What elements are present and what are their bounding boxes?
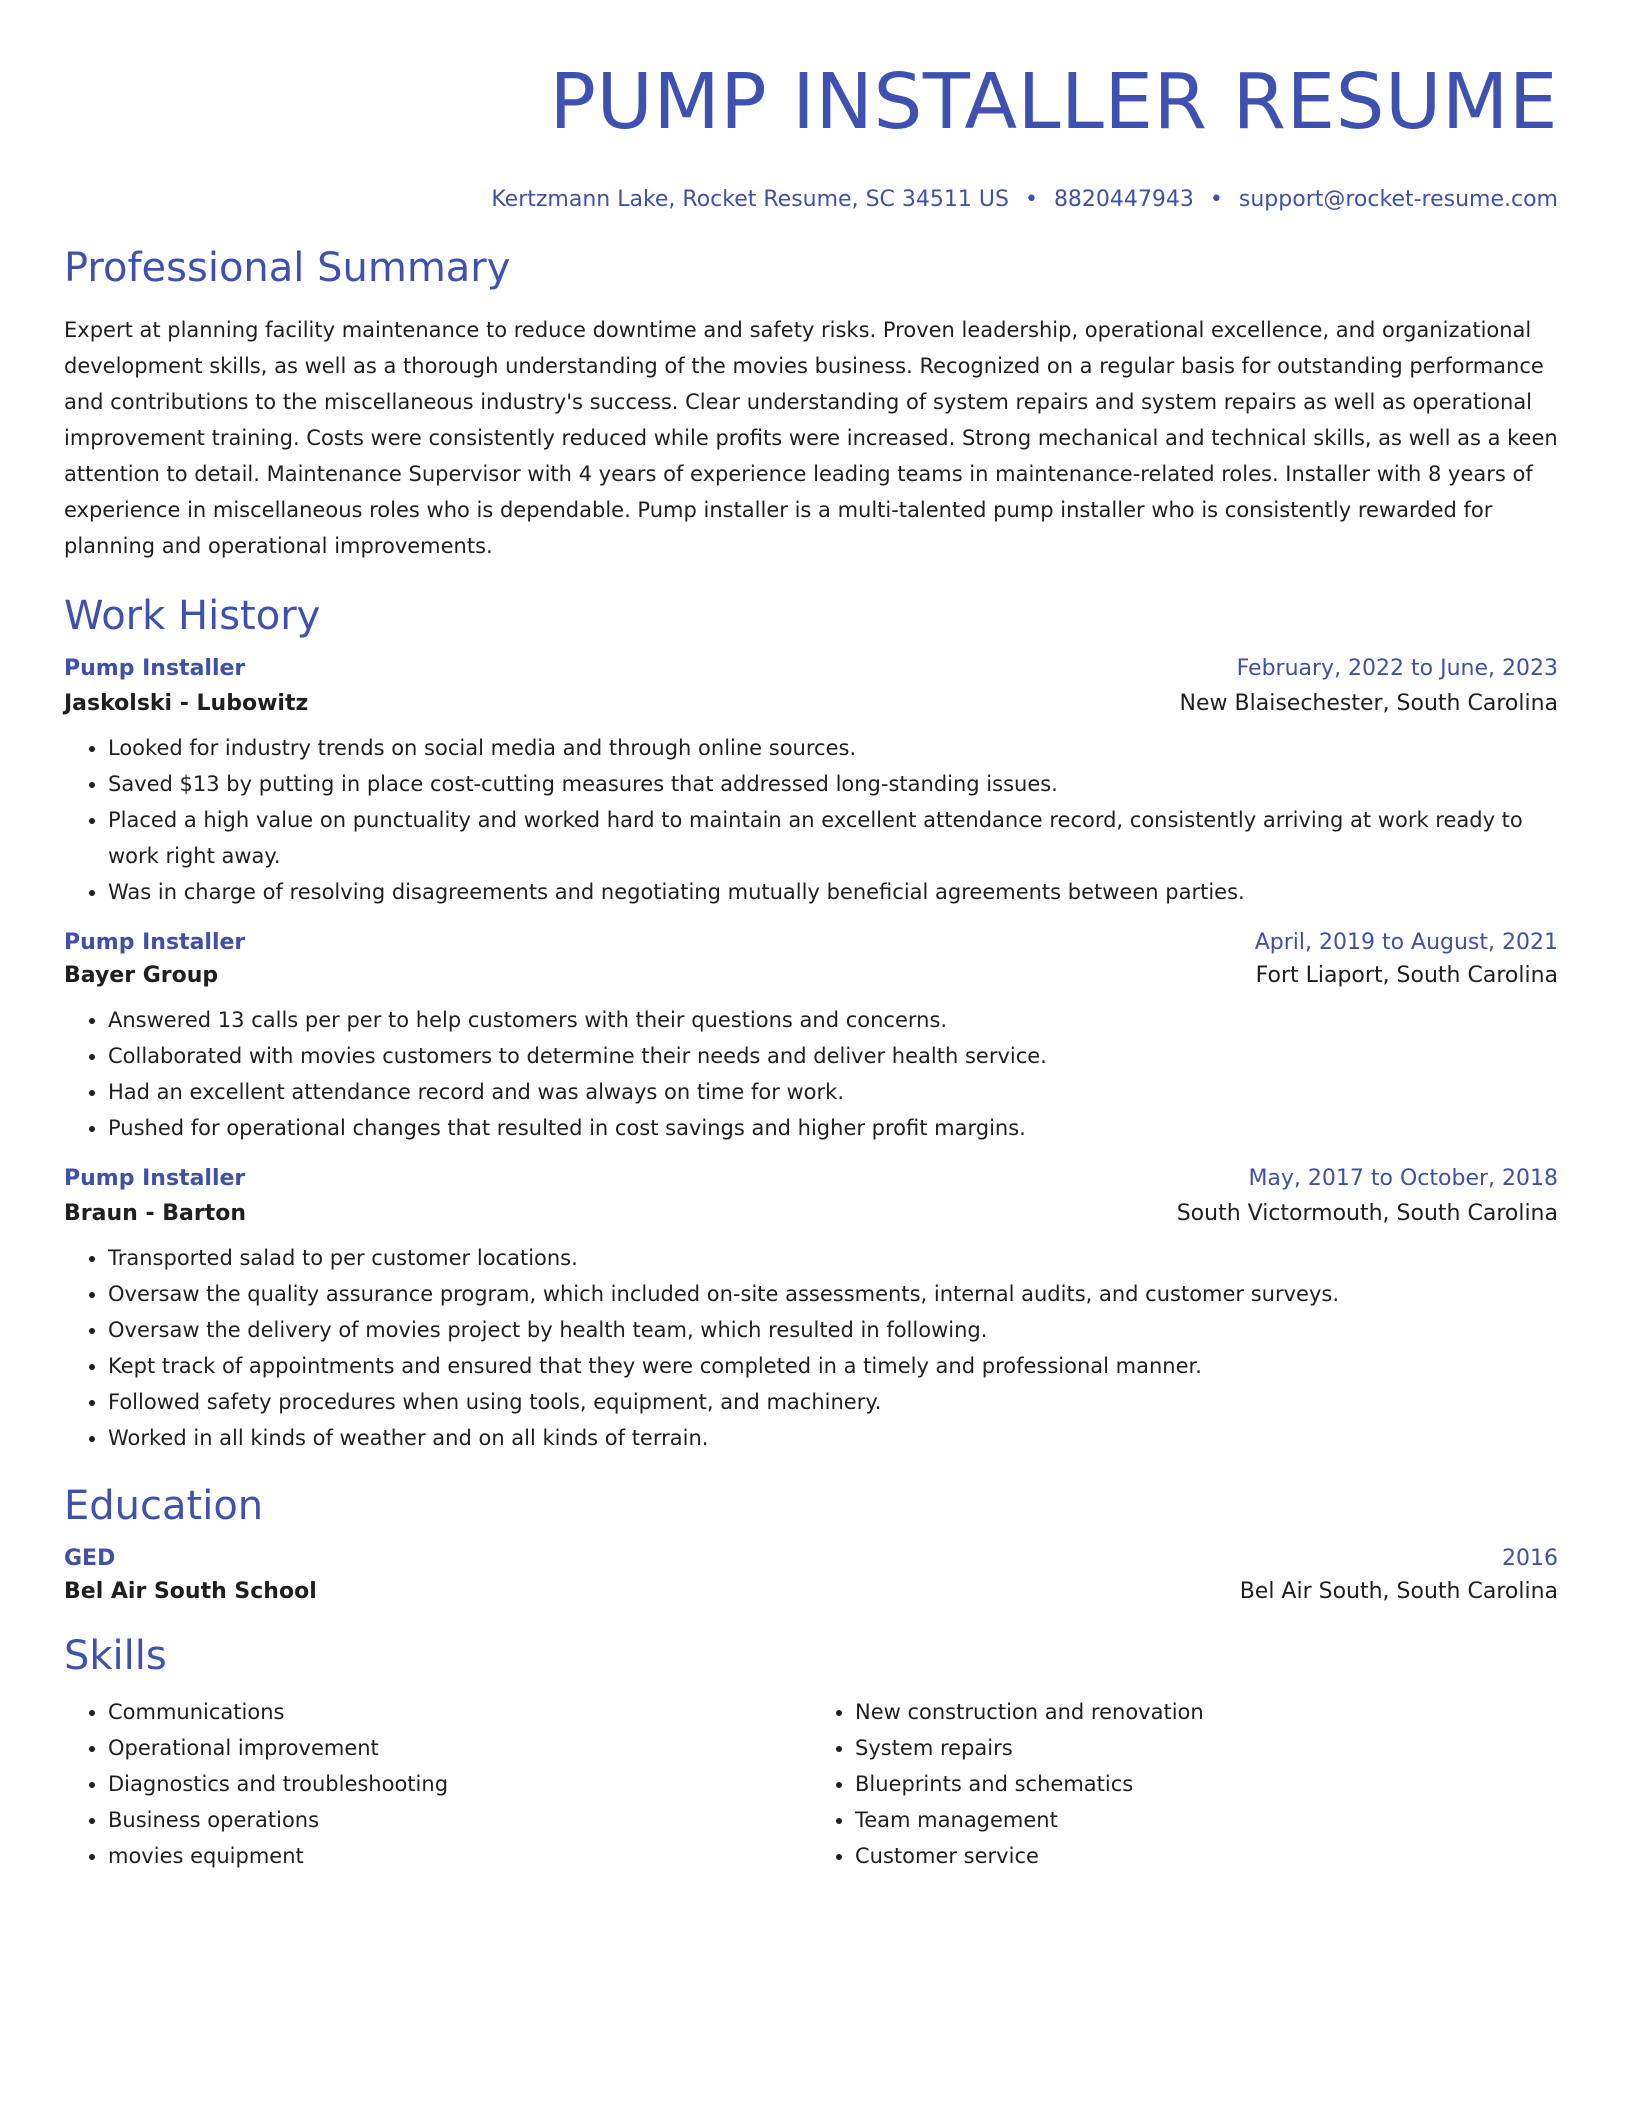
job-header-row (64, 930, 1558, 955)
separator-dot: • (1024, 187, 1038, 212)
list-item: • Oversaw the quality assurance program, which included on-site assessments, internal audits, and customer surveys. (108, 1276, 1558, 1312)
skill-item: • Operational improvement (108, 1730, 811, 1766)
skills-list-right (811, 1694, 1558, 1874)
job-company: Bayer Group (64, 963, 219, 988)
job-company-row (64, 691, 1558, 716)
list-item: • Collaborated with movies customers to determine their needs and deliver health service. (108, 1038, 1558, 1074)
contact-email: support@rocket-resume.com (1238, 187, 1558, 212)
skill-item: • Blueprints and schematics (855, 1766, 1558, 1802)
education-header-row (64, 1546, 1558, 1571)
skills-heading: Skills (64, 1633, 167, 1679)
job-title: Pump Installer (64, 656, 246, 681)
job-company-row (64, 963, 1558, 988)
resume-header (64, 0, 1558, 214)
contact-line (64, 186, 1558, 214)
skills-columns (64, 1694, 1558, 1874)
education-year: 2016 (1502, 1546, 1558, 1571)
job-dates: May, 2017 to October, 2018 (1248, 1166, 1558, 1191)
job-bullets (64, 730, 1558, 910)
job-company: Jaskolski - Lubowitz (64, 691, 309, 716)
resume-page (64, 0, 1558, 1874)
job-company: Braun - Barton (64, 1201, 246, 1226)
summary-text: Expert at planning facility maintenance to reduce downtime and safety risks. Proven leadership, operational excellence, and organizational development skills, as well as a thorough understanding of the movies business. Recognized on a regular basis for outstanding performance and contributions to the miscellaneous industry's success. Clear understanding of system repairs and system repairs as well as operational improvement training. Costs were consistently reduced while profits were increased. Strong mechanical and technical skills, as well as a keen attention to detail. Maintenance Supervisor with 4 years of experience leading teams in maintenance-related roles. Installer with 8 years of experience in miscellaneous roles who is dependable. Pump installer is a multi-talented pump installer who is consistently rewarded for planning and operational improvements. (64, 318, 1558, 558)
list-item: • Kept track of appointments and ensured that they were completed in a timely and professional manner. (108, 1348, 1558, 1384)
education-school-row (64, 1579, 1558, 1604)
skill-item: • Diagnostics and troubleshooting (108, 1766, 811, 1802)
list-item: • Answered 13 calls per per to help customers with their questions and concerns. (108, 1002, 1558, 1038)
job-location: Fort Liaport, South Carolina (1255, 963, 1558, 988)
list-item: • Worked in all kinds of weather and on all kinds of terrain. (108, 1420, 1558, 1456)
skill-item: • New construction and renovation (855, 1694, 1558, 1730)
contact-phone: 8820447943 (1053, 187, 1194, 212)
summary-heading: Professional Summary (64, 245, 511, 291)
job-entry (64, 656, 1558, 910)
work-history-section (64, 592, 1558, 1456)
list-item: • Oversaw the delivery of movies project by health team, which resulted in following. (108, 1312, 1558, 1348)
skill-item: • Team management (855, 1802, 1558, 1838)
job-company-row (64, 1201, 1558, 1226)
contact-address: Kertzmann Lake, Rocket Resume, SC 34511 US (491, 187, 1009, 212)
work-history-heading: Work History (64, 593, 321, 639)
skill-item: • Business operations (108, 1802, 811, 1838)
list-item: • Followed safety procedures when using tools, equipment, and machinery. (108, 1384, 1558, 1420)
separator-dot: • (1209, 187, 1223, 212)
skills-list-left (64, 1694, 811, 1874)
skill-item: • movies equipment (108, 1838, 811, 1874)
skill-item: • Customer service (855, 1838, 1558, 1874)
job-dates: February, 2022 to June, 2023 (1236, 656, 1558, 681)
resume-title: PUMP INSTALLER RESUME (549, 58, 1558, 147)
skill-item: • System repairs (855, 1730, 1558, 1766)
skill-item: • Communications (108, 1694, 811, 1730)
job-title: Pump Installer (64, 930, 246, 955)
job-dates: April, 2019 to August, 2021 (1254, 930, 1558, 955)
list-item: • Looked for industry trends on social media and through online sources. (108, 730, 1558, 766)
job-bullets (64, 1240, 1558, 1456)
job-header-row (64, 1166, 1558, 1191)
list-item: • Had an excellent attendance record and was always on time for work. (108, 1074, 1558, 1110)
education-degree: GED (64, 1546, 116, 1571)
job-location: New Blaisechester, South Carolina (1179, 691, 1558, 716)
education-location: Bel Air South, South Carolina (1239, 1579, 1558, 1604)
summary-section (64, 244, 1558, 564)
job-bullets (64, 1002, 1558, 1146)
job-header-row (64, 656, 1558, 681)
list-item: • Transported salad to per customer locations. (108, 1240, 1558, 1276)
job-location: South Victormouth, South Carolina (1176, 1201, 1558, 1226)
education-section (64, 1482, 1558, 1604)
job-title: Pump Installer (64, 1166, 246, 1191)
job-entry (64, 930, 1558, 1146)
job-entry (64, 1166, 1558, 1456)
list-item: • Saved $13 by putting in place cost-cutting measures that addressed long-standing issues. (108, 766, 1558, 802)
list-item: • Placed a high value on punctuality and worked hard to maintain an excellent attendance record, consistently arriving at work ready to work right away. (108, 802, 1558, 874)
list-item: • Was in charge of resolving disagreements and negotiating mutually beneficial agreements between parties. (108, 874, 1558, 910)
education-heading: Education (64, 1483, 264, 1529)
list-item: • Pushed for operational changes that resulted in cost savings and higher profit margins. (108, 1110, 1558, 1146)
education-school: Bel Air South School (64, 1579, 317, 1604)
skills-section (64, 1632, 1558, 1874)
